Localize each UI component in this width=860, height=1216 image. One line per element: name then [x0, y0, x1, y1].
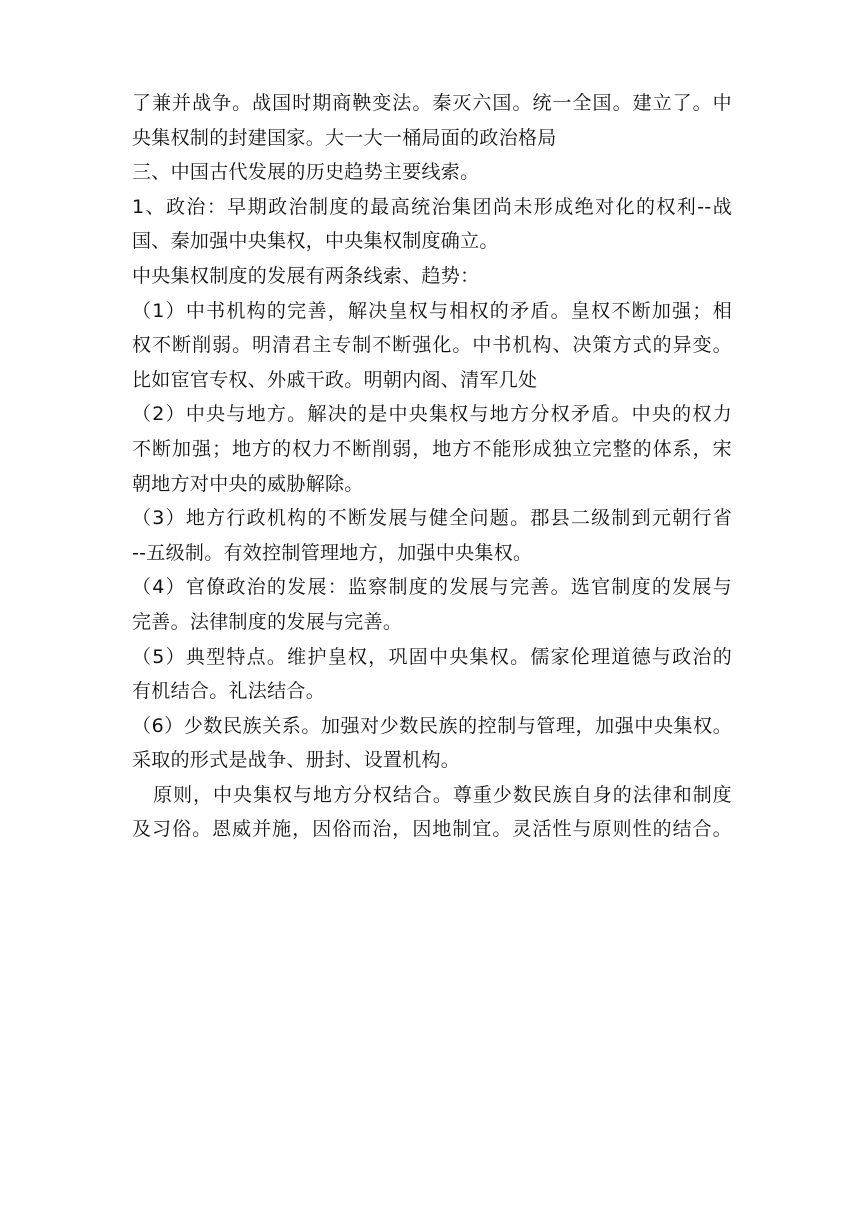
- text-line: 有机结合。礼法结合。: [132, 680, 326, 703]
- text-line: 三、中国古代发展的历史趋势主要线索。: [132, 161, 480, 184]
- text-line: --五级制。有效控制管理地方，加强中央集权。: [132, 541, 533, 564]
- text-line: 采取的形式是战争、册封、设置机构。: [132, 749, 461, 772]
- text-line: （3）地方行政机构的不断发展与健全问题。郡县二级制到元朝行省: [132, 507, 732, 530]
- text-line: 原则，中央集权与地方分权结合。尊重少数民族自身的法律和制度: [132, 783, 732, 806]
- text-line: 朝地方对中央的威胁解除。: [132, 472, 364, 495]
- text-line: 央集权制的封建国家。大一大一桶局面的政治格局: [132, 126, 557, 149]
- text-line: （1）中书机构的完善，解决皇权与相权的矛盾。皇权不断加强；相: [132, 299, 732, 322]
- text-line: 权不断削弱。明清君主专制不断强化。中书机构、决策方式的异变。: [132, 334, 732, 357]
- text-line: 了兼并战争。战国时期商鞅变法。秦灭六国。统一全国。建立了。中: [132, 92, 732, 114]
- text-line: 完善。法律制度的发展与完善。: [132, 610, 403, 633]
- text-line: 中央集权制度的发展有两条线索、趋势：: [132, 264, 480, 287]
- text-line: （4）官僚政治的发展：监察制度的发展与完善。选官制度的发展与: [132, 576, 732, 599]
- text-line: 国、秦加强中央集权，中央集权制度确立。: [132, 230, 499, 253]
- text-line: 比如宦官专权、外戚干政。明朝内阁、清军几处: [132, 368, 538, 391]
- body-text: [132, 86, 732, 847]
- text-line: 不断加强；地方的权力不断削弱，地方不能形成独立完整的体系，宋: [132, 437, 732, 460]
- text-line: （2）中央与地方。解决的是中央集权与地方分权矛盾。中央的权力: [132, 403, 732, 426]
- text-line: 及习俗。恩威并施，因俗而治，因地制宜。灵活性与原则性的结合。: [132, 818, 732, 841]
- text-line: 1、政治：早期政治制度的最高统治集团尚未形成绝对化的权利--战: [132, 195, 732, 218]
- text-line: （5）典型特点。维护皇权，巩固中央集权。儒家伦理道德与政治的: [132, 645, 732, 668]
- text-line: （6）少数民族关系。加强对少数民族的控制与管理，加强中央集权。: [132, 714, 732, 737]
